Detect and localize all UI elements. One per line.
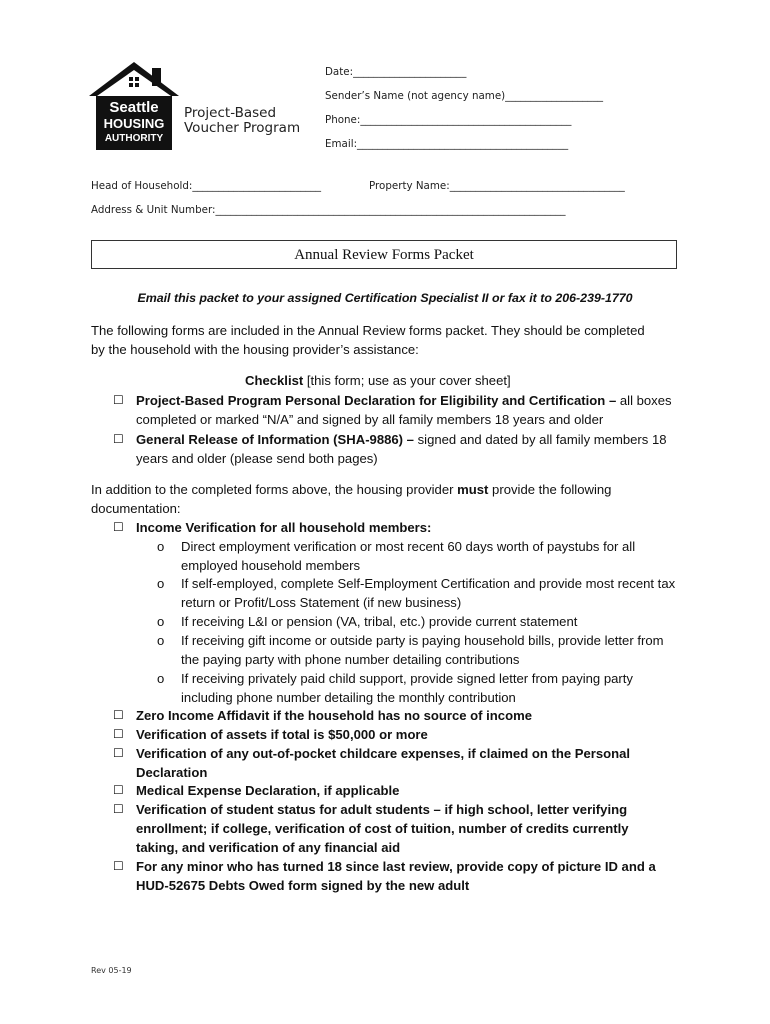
document-text: For any minor who has turned 18 since last review, provide copy of picture ID and a HUD-52675 Debts Owed form signed by the new adult [136, 859, 656, 893]
form-title: Project-Based Program Personal Declaration for Eligibility and Certification – [136, 393, 617, 408]
income-subitem [157, 574, 677, 612]
email-field[interactable]: Email:_________________________________________ [325, 138, 569, 150]
checkbox-icon[interactable]: ☐ [113, 708, 124, 722]
income-subitem-text: If receiving L&I or pension (VA, tribal, etc.) provide current statement [181, 614, 578, 629]
form-title: General Release of Information (SHA-9886) – [136, 432, 414, 447]
income-subitem [157, 669, 677, 707]
head-of-household-field[interactable]: Head of Household:_________________________ [91, 180, 322, 192]
documentation-intro-after: provide the following documentation: [91, 482, 612, 516]
property-name-field[interactable]: Property Name:__________________________________ [369, 180, 625, 192]
document-text: Verification of assets if total is $50,000 or more [136, 727, 428, 742]
program-name [184, 106, 300, 136]
documentation-intro [91, 481, 691, 518]
logo-org-line3: AUTHORITY [104, 133, 164, 144]
document-item-minor-turned-18 [113, 857, 693, 895]
bullet-icon: o [157, 576, 165, 591]
program-line1: Project-Based [184, 105, 277, 121]
bullet-icon: o [157, 633, 165, 648]
documentation-intro-must: must [457, 482, 489, 497]
page-title: Annual Review Forms Packet [91, 240, 677, 269]
revision-footer: Rev 05-19 [91, 966, 132, 975]
form-instructions: all boxes completed or marked “N/A” and signed by all family members 18 years and older [136, 393, 672, 427]
bullet-icon: o [157, 539, 165, 554]
form-item-release-of-information [113, 430, 693, 468]
program-line2: Voucher Program [184, 120, 301, 136]
document-item-student-status [113, 800, 693, 857]
form-instructions: signed and dated by all family members 18 years and older (please send both pages) [136, 432, 667, 466]
income-subitem-text: If self-employed, complete Self-Employment Certification and provide most recent tax return or Profit/Loss Statement (if new business) [181, 576, 676, 610]
income-subitem [157, 612, 677, 631]
documentation-intro-before: In addition to the completed forms above, the housing provider [91, 482, 458, 497]
document-text: Verification of any out-of-pocket childcare expenses, if claimed on the Personal Declaration [136, 746, 631, 780]
document-text: Medical Expense Declaration, if applicable [136, 783, 400, 798]
checkbox-icon[interactable]: ☐ [113, 783, 124, 797]
logo-org-line2: HOUSING [103, 116, 165, 131]
bullet-icon: o [157, 671, 165, 686]
document-item-medical [113, 781, 693, 800]
income-subitem-text: If receiving privately paid child support, provide signed letter from paying party including phone number detailing the monthly contribution [181, 671, 633, 705]
intro-paragraph [91, 322, 691, 359]
income-verification-item [113, 518, 693, 537]
logo-org-line1: Seattle [109, 99, 159, 116]
date-field[interactable]: Date:______________________ [325, 66, 467, 78]
income-subitem [157, 537, 677, 575]
phone-field[interactable]: Phone:_________________________________________ [325, 114, 572, 126]
intro-line1: The following forms are included in the Annual Review forms packet. They should be completed [91, 323, 645, 338]
document-item-assets [113, 725, 693, 744]
income-subitem-text: If receiving gift income or outside party is paying household bills, provide letter from the paying party with phone number detailing contributions [181, 633, 664, 667]
checkbox-icon[interactable]: ☐ [113, 802, 124, 816]
document-item-zero-income [113, 706, 693, 725]
checkbox-icon[interactable]: ☐ [113, 727, 124, 741]
form-item-personal-declaration [113, 391, 693, 429]
checklist-label: Checklist [245, 373, 304, 388]
house-logo-icon [89, 62, 179, 150]
checkbox-icon[interactable]: ☐ [113, 859, 124, 873]
checklist-heading [245, 373, 511, 388]
checkbox-icon[interactable]: ☐ [113, 432, 124, 446]
document-text: Zero Income Affidavit if the household has no source of income [136, 708, 533, 723]
checkbox-icon[interactable]: ☐ [113, 393, 124, 407]
intro-line2: by the household with the housing provider’s assistance: [91, 341, 419, 357]
checkbox-icon[interactable]: ☐ [113, 746, 124, 760]
income-subitem-text: Direct employment verification or most recent 60 days worth of paystubs for all employed household members [181, 539, 636, 573]
document-text: Verification of student status for adult students – if high school, letter verifying enrollment; if college, verification of cost of tuition, number of credits currently taking, and verification of any financial aid [136, 802, 629, 855]
email-instruction: Email this packet to your assigned Certification Specialist II or fax it to 206-239-1770 [137, 291, 633, 305]
income-subitem [157, 631, 677, 669]
address-unit-field[interactable]: Address & Unit Number:____________________________________________________________________ [91, 204, 566, 216]
document-item-childcare [113, 744, 693, 782]
checklist-note: [this form; use as your cover sheet] [303, 373, 511, 388]
sender-name-field[interactable]: Sender’s Name (not agency name)___________________ [325, 90, 603, 102]
checkbox-icon[interactable]: ☐ [113, 520, 124, 534]
income-verification-label: Income Verification for all household members: [136, 520, 432, 535]
bullet-icon: o [157, 614, 165, 629]
